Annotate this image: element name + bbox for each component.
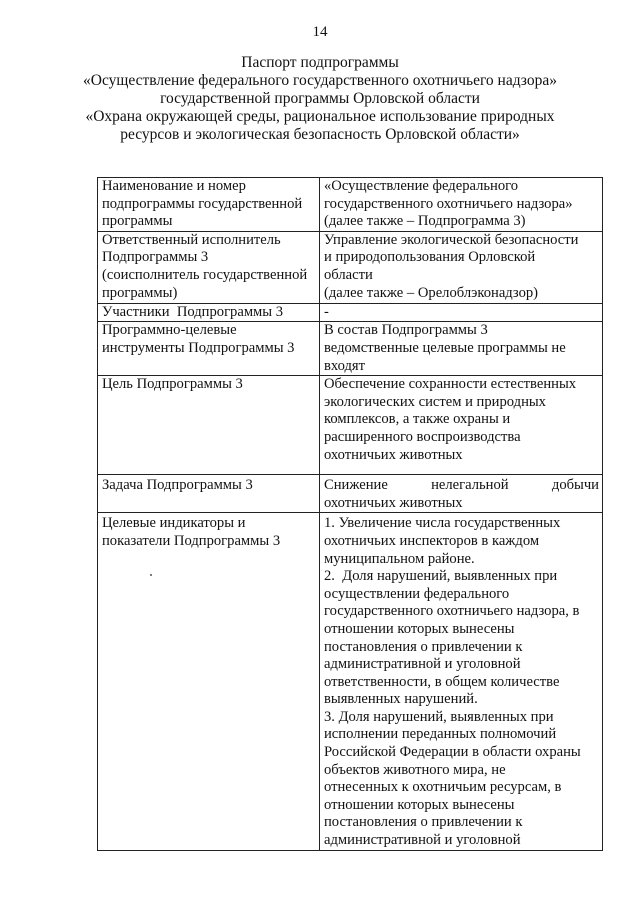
- table-row-task: [98, 475, 603, 513]
- row-value-line: входят: [324, 357, 366, 374]
- title-line-3: государственной программы Орловской области: [160, 90, 480, 107]
- row-label-line: Ответственный исполнитель: [102, 231, 281, 248]
- row-label-cell: [98, 376, 320, 475]
- row-value-word: нелегальной: [431, 477, 509, 494]
- row-value-justified-line: [324, 477, 599, 495]
- row-value-line: расширенного воспроизводства: [324, 428, 521, 445]
- row-value-line: охотничьих инспекторов в каждом: [324, 532, 540, 549]
- row-label-line: программы: [102, 213, 173, 230]
- title-line-2: «Осуществление федерального государственного охотничьего надзора»: [83, 72, 557, 89]
- row-value-line: (далее также – Подпрограмма 3): [324, 213, 526, 230]
- row-value-line: области: [324, 266, 373, 283]
- row-label-cell: [98, 322, 320, 376]
- row-value-cell: [320, 231, 603, 303]
- row-value-cell: [320, 475, 603, 513]
- row-value-cell: [320, 322, 603, 376]
- row-value-line: 1. Увеличение числа государственных: [324, 515, 561, 532]
- row-value-line: 2. Доля нарушений, выявленных при: [324, 568, 558, 585]
- row-label-cell: [98, 513, 320, 850]
- row-value-cell: [320, 178, 603, 232]
- row-value-cell: [320, 376, 603, 475]
- row-value-line: объектов животного мира, не: [324, 761, 506, 778]
- row-value-line: охотничьих животных: [324, 494, 463, 511]
- row-label-line: инструменты Подпрограммы 3: [102, 339, 295, 356]
- row-value-line: (далее также – Орелоблэконадзор): [324, 284, 539, 301]
- row-value-line: отношении которых вынесены: [324, 620, 515, 637]
- table-row-executor: [98, 231, 603, 303]
- row-value-line: муниципальном районе.: [324, 550, 475, 567]
- row-label-line: программы): [102, 284, 178, 301]
- row-label-line: Целевые индикаторы и: [102, 515, 246, 532]
- row-value-line: Российской Федерации в области охраны: [324, 744, 581, 761]
- row-value-line: отнесенных к охотничьим ресурсам, в: [324, 779, 562, 796]
- table-row-name: [98, 178, 603, 232]
- row-value-cell: [320, 513, 603, 850]
- row-value-line: комплексов, а также охраны и: [324, 411, 511, 428]
- table-row-instruments: [98, 322, 603, 376]
- row-label-line: Участники Подпрограммы 3: [102, 303, 284, 320]
- row-label-line: Подпрограммы 3: [102, 249, 209, 266]
- row-value-word: добычи: [551, 477, 599, 494]
- row-value-cell: [320, 303, 603, 322]
- row-value-line: -: [324, 303, 329, 320]
- row-value-line: и природопользования Орловской: [324, 249, 536, 266]
- passport-table: [97, 177, 603, 851]
- row-value-line: административной и уголовной: [324, 832, 521, 849]
- row-value-line: исполнении переданных полномочий: [324, 726, 557, 743]
- row-value-line: охотничьих животных: [324, 446, 463, 463]
- table-row-goal: [98, 376, 603, 475]
- row-value-line: Управление экологической безопасности: [324, 231, 579, 248]
- row-label-line: Задача Подпрограммы 3: [102, 477, 253, 494]
- row-value-line: ведомственные целевые программы не: [324, 339, 566, 356]
- row-value-line: выявленных нарушений.: [324, 691, 478, 708]
- row-label-cell: [98, 178, 320, 232]
- row-label-line: показатели Подпрограммы 3: [102, 532, 281, 549]
- row-value-line: осуществлении федерального: [324, 585, 510, 602]
- row-value-line: «Осуществление федерального: [324, 178, 519, 194]
- row-value-word: Снижение: [324, 477, 388, 494]
- row-label-line: Наименование и номер: [102, 178, 246, 194]
- table-row-indicators: [98, 513, 603, 850]
- row-label-cell: [98, 231, 320, 303]
- title-line-1: Паспорт подпрограммы: [241, 54, 399, 71]
- row-value-line: В состав Подпрограммы 3: [324, 322, 488, 339]
- title-line-5: ресурсов и экологическая безопасность Орловской области»: [120, 126, 520, 143]
- row-value-line: 3. Доля нарушений, выявленных при: [324, 708, 554, 725]
- document-title: [0, 54, 640, 144]
- row-value-line: государственного охотничьего надзора»: [324, 195, 573, 212]
- scan-speck: [150, 574, 152, 576]
- row-value-line: государственного охотничьего надзора, в: [324, 603, 580, 620]
- row-value-line: постановления о привлечении к: [324, 814, 523, 831]
- row-value-line: постановления о привлечении к: [324, 638, 523, 655]
- row-label-line: (соисполнитель государственной: [102, 266, 308, 283]
- row-value-line: ответственности, в общем количестве: [324, 673, 560, 690]
- row-value-line: отношении которых вынесены: [324, 796, 515, 813]
- row-label-line: Программно-целевые: [102, 322, 237, 339]
- page-number: 14: [312, 24, 328, 40]
- row-value-line: Обеспечение сохранности естественных: [324, 376, 577, 393]
- row-label-line: подпрограммы государственной: [102, 195, 303, 212]
- row-label-cell: [98, 475, 320, 513]
- row-value-line: экологических систем и природных: [324, 393, 546, 410]
- row-label-line: Цель Подпрограммы 3: [102, 376, 243, 393]
- title-line-4: «Охрана окружающей среды, рациональное использование природных: [85, 108, 555, 125]
- table-row-participants: [98, 303, 603, 322]
- row-label-cell: [98, 303, 320, 322]
- row-value-line: административной и уголовной: [324, 656, 521, 673]
